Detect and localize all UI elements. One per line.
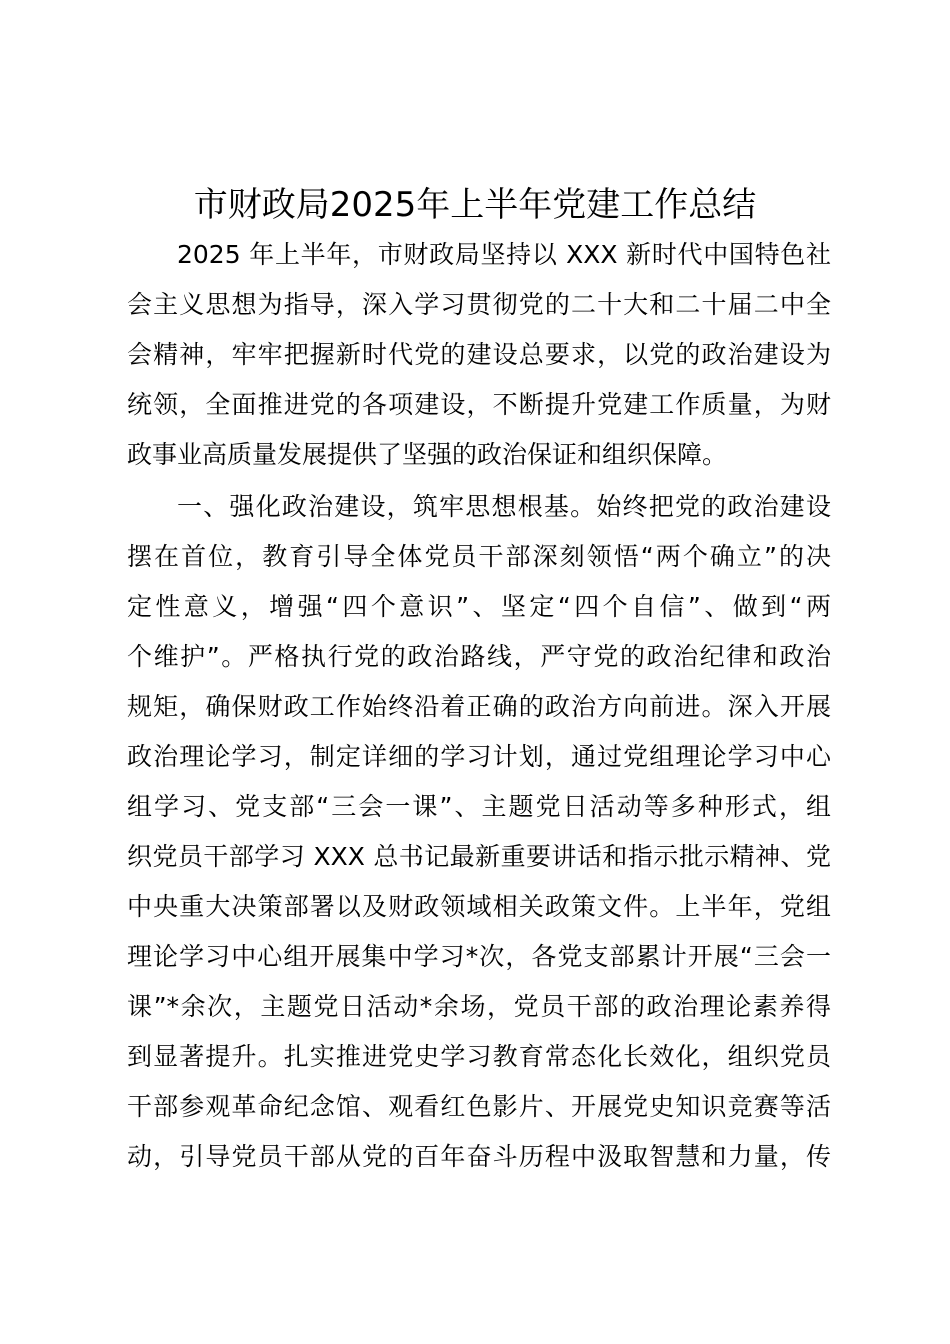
section-1-line: 到显著提升。扎实推进党史学习教育常态化长效化，组织党员 — [127, 1042, 831, 1071]
section-1-line: 课”*余次，主题党日活动*余场，党员干部的政治理论素养得 — [127, 992, 831, 1021]
section-1-first-line — [177, 482, 831, 532]
section-1-line: 摆在首位，教育引导全体党员干部深刻领悟“两个确立”的决 — [127, 542, 831, 571]
intro-line: 政事业高质量发展提供了坚强的政治保证和组织保障。 — [127, 440, 728, 469]
section-1-line: 定性意义，增强“四个意识”、坚定“四个自信”、做到“两 — [127, 592, 831, 621]
section-1-line: 政治理论学习，制定详细的学习计划，通过党组理论学习中心 — [127, 742, 831, 771]
section-1-line: 干部参观革命纪念馆、观看红色影片、开展党史知识竞赛等活 — [127, 1092, 831, 1121]
intro-line: 统领，全面推进党的各项建设，不断提升党建工作质量，为财 — [127, 390, 831, 419]
intro-line: 会精神，牢牢把握新时代党的建设总要求，以党的政治建设为 — [127, 340, 831, 369]
intro-line: 2025 年上半年，市财政局坚持以 XXX 新时代中国特色社 — [177, 240, 831, 269]
section-1-line: 组学习、党支部“三会一课”、主题党日活动等多种形式，组 — [127, 792, 831, 821]
section-1-line: 理论学习中心组开展集中学习*次，各党支部累计开展“三会一 — [127, 942, 831, 971]
intro-line: 会主义思想为指导，深入学习贯彻党的二十大和二十届二中全 — [127, 290, 831, 319]
section-1-line: 织党员干部学习 XXX 总书记最新重要讲话和指示批示精神、党 — [127, 842, 831, 871]
section-1-line: 个维护”。严格执行党的政治路线，严守党的政治纪律和政治 — [127, 642, 831, 671]
section-1-line: 规矩，确保财政工作始终沿着正确的政治方向前进。深入开展 — [127, 692, 831, 721]
document-title: 市财政局2025年上半年党建工作总结 — [193, 185, 757, 225]
section-1-heading: 一、强化政治建设，筑牢思想根基。 — [177, 492, 597, 521]
section-1-line: 中央重大决策部署以及财政领域相关政策文件。上半年，党组 — [127, 892, 831, 921]
section-1-line: 动，引导党员干部从党的百年奋斗历程中汲取智慧和力量，传 — [127, 1142, 831, 1171]
section-1-heading-rest: 始终把党的政治建设 — [596, 492, 831, 521]
